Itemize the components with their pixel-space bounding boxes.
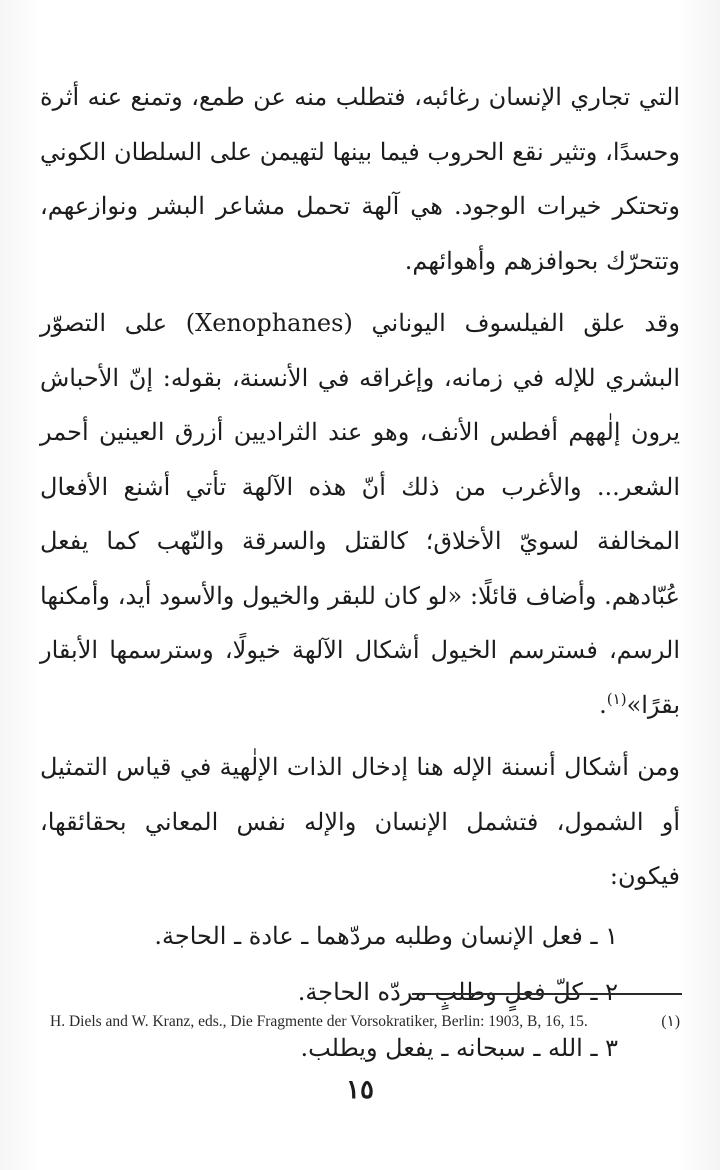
- paragraph-2: [40, 296, 680, 732]
- page-number: ١٥: [346, 1075, 374, 1105]
- paragraph-2-end: .: [599, 690, 607, 719]
- list-item: ٢ ـ كلّ فعلٍ وطلبٍ مردّه الحاجة.: [297, 977, 618, 1006]
- paragraph-2-text: وقد علق الفيلسوف اليوناني (Xenophanes) على التصوّر البشري للإله في زمانه، وإغراقه في الأنسنة، بقوله: إنّ الأحباش يرون إلٰههم أفطس الأنف، وهو عند الثراديين أزرق العينين أحمر الشعر... والأغرب من ذلك أنّ هذه الآلهة تأتي أشنع الأفعال المخالفة لسويّ الأخلاق؛ كالقتل والسرقة والنّهب كما يفعل عُبّادهم. وأضاف قائلًا: «لو كان للبقر والخيول والأسود أيد، وأمكنها الرسم، فسترسم الخيول أشكال الآلهة خيولًا، وسترسمها الأبقار بقرًا»: [40, 309, 680, 719]
- list-item: ١ ـ فعل الإنسان وطلبه مردّهما ـ عادة ـ الحاجة.: [154, 921, 618, 950]
- footnote-reference: (١): [606, 689, 627, 708]
- main-text: [40, 70, 680, 1076]
- footnote-number: (١): [661, 1013, 680, 1030]
- footnote-text: H. Diels and W. Kranz, eds., Die Fragmente der Vorsokratiker, Berlin: 1903, B, 16, 15.: [50, 1013, 588, 1030]
- footnote-divider: [412, 993, 682, 995]
- syllogism-list: [40, 908, 680, 1076]
- list-item: ٣ ـ الله ـ سبحانه ـ يفعل ويطلب.: [300, 1033, 618, 1062]
- paragraph-3: ومن أشكال أنسنة الإله هنا إدخال الذات الإلٰهية في قياس التمثيل أو الشمول، فتشمل الإنسان والإله نفس المعاني بحقائقها، فيكون:: [40, 753, 680, 890]
- paragraph-1: التي تجاري الإنسان رغائبه، فتطلب منه عن طمع، وتمنع عنه أثرة وحسدًا، وتثير نقع الحروب فيما بينها لتهيمن على السلطان الكوني وتحتكر خيرات الوجود. هي آلهة تحمل مشاعر البشر ونوازعهم، وتتحرّك بحوافزهم وأهوائهم.: [40, 83, 680, 275]
- footnote: [50, 1010, 680, 1033]
